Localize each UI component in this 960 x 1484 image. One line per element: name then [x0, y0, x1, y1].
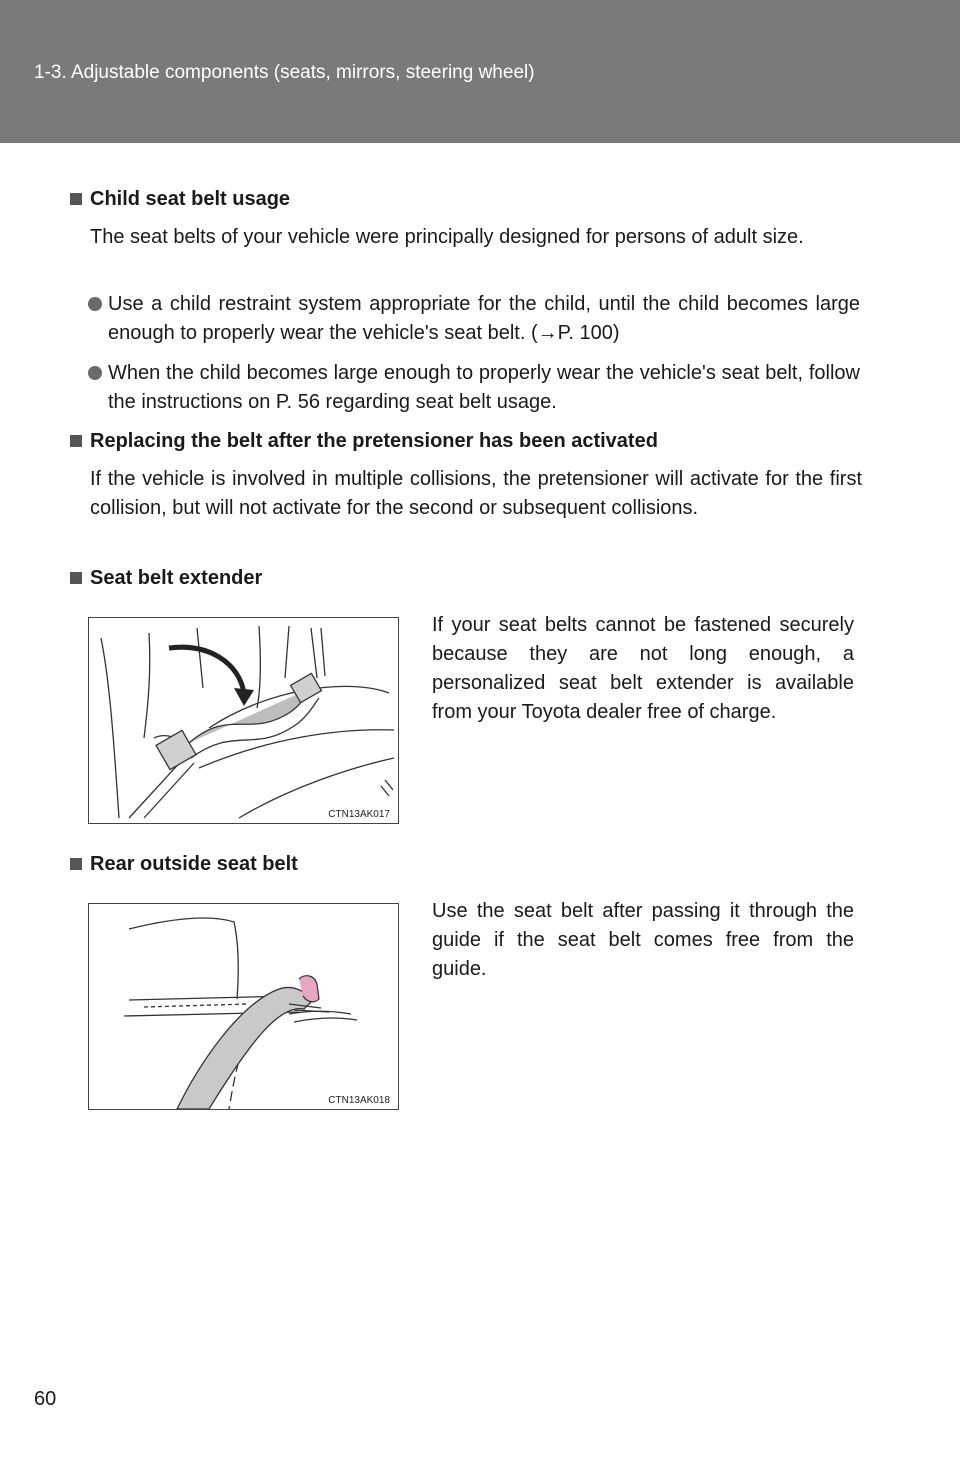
circle-bullet-icon — [88, 297, 102, 311]
child-bullet-1 — [108, 290, 860, 348]
heading-replacing-belt — [70, 429, 658, 453]
child-intro-paragraph: The seat belts of your vehicle were principally designed for persons of adult size. — [90, 226, 804, 248]
square-bullet-icon — [70, 858, 82, 870]
heading-seat-belt-extender — [70, 566, 262, 590]
rear-seat-belt-illustration — [88, 903, 399, 1110]
heading-rear-outside-seat-belt — [70, 852, 298, 876]
seat-belt-extender-illustration — [88, 617, 399, 824]
heading-text: Replacing the belt after the pretensioner has been activated — [90, 430, 658, 452]
heading-text: Rear outside seat belt — [90, 853, 298, 875]
square-bullet-icon — [70, 435, 82, 447]
square-bullet-icon — [70, 193, 82, 205]
figure-code: CTN13AK018 — [328, 1095, 390, 1106]
child-bullet-2 — [108, 359, 860, 417]
bullet-text: Use a child restraint system appropriate for the child, until the child becomes large enough to properly wear the vehicle's seat belt. (→P. 100) — [108, 293, 860, 344]
extender-description: If your seat belts cannot be fastened securely because they are not long enough, a personalized seat belt extender is available from your Toyota dealer free of charge. — [432, 614, 854, 723]
heading-text: Seat belt extender — [90, 567, 263, 589]
seat-belt-guide-illustration-icon — [89, 904, 398, 1109]
bullet-text: When the child becomes large enough to properly wear the vehicle's seat belt, follow the instructions on P. 56 regarding seat belt usage. — [108, 362, 860, 413]
page-number: 60 — [34, 1388, 57, 1410]
rear-description: Use the seat belt after passing it through the guide if the seat belt comes free from the guide. — [432, 900, 854, 980]
replacing-paragraph: If the vehicle is involved in multiple collisions, the pretensioner will activate for the first collision, but will not activate for the second or subsequent collisions. — [90, 468, 862, 519]
page-header — [0, 0, 960, 143]
heading-text: Child seat belt usage — [90, 188, 291, 210]
circle-bullet-icon — [88, 366, 102, 380]
section-title: 1-3. Adjustable components (seats, mirrors, steering wheel) — [34, 62, 535, 83]
figure-code: CTN13AK017 — [328, 809, 390, 820]
heading-child-seat-belt — [70, 187, 290, 211]
seat-illustration-icon — [89, 618, 398, 823]
square-bullet-icon — [70, 572, 82, 584]
